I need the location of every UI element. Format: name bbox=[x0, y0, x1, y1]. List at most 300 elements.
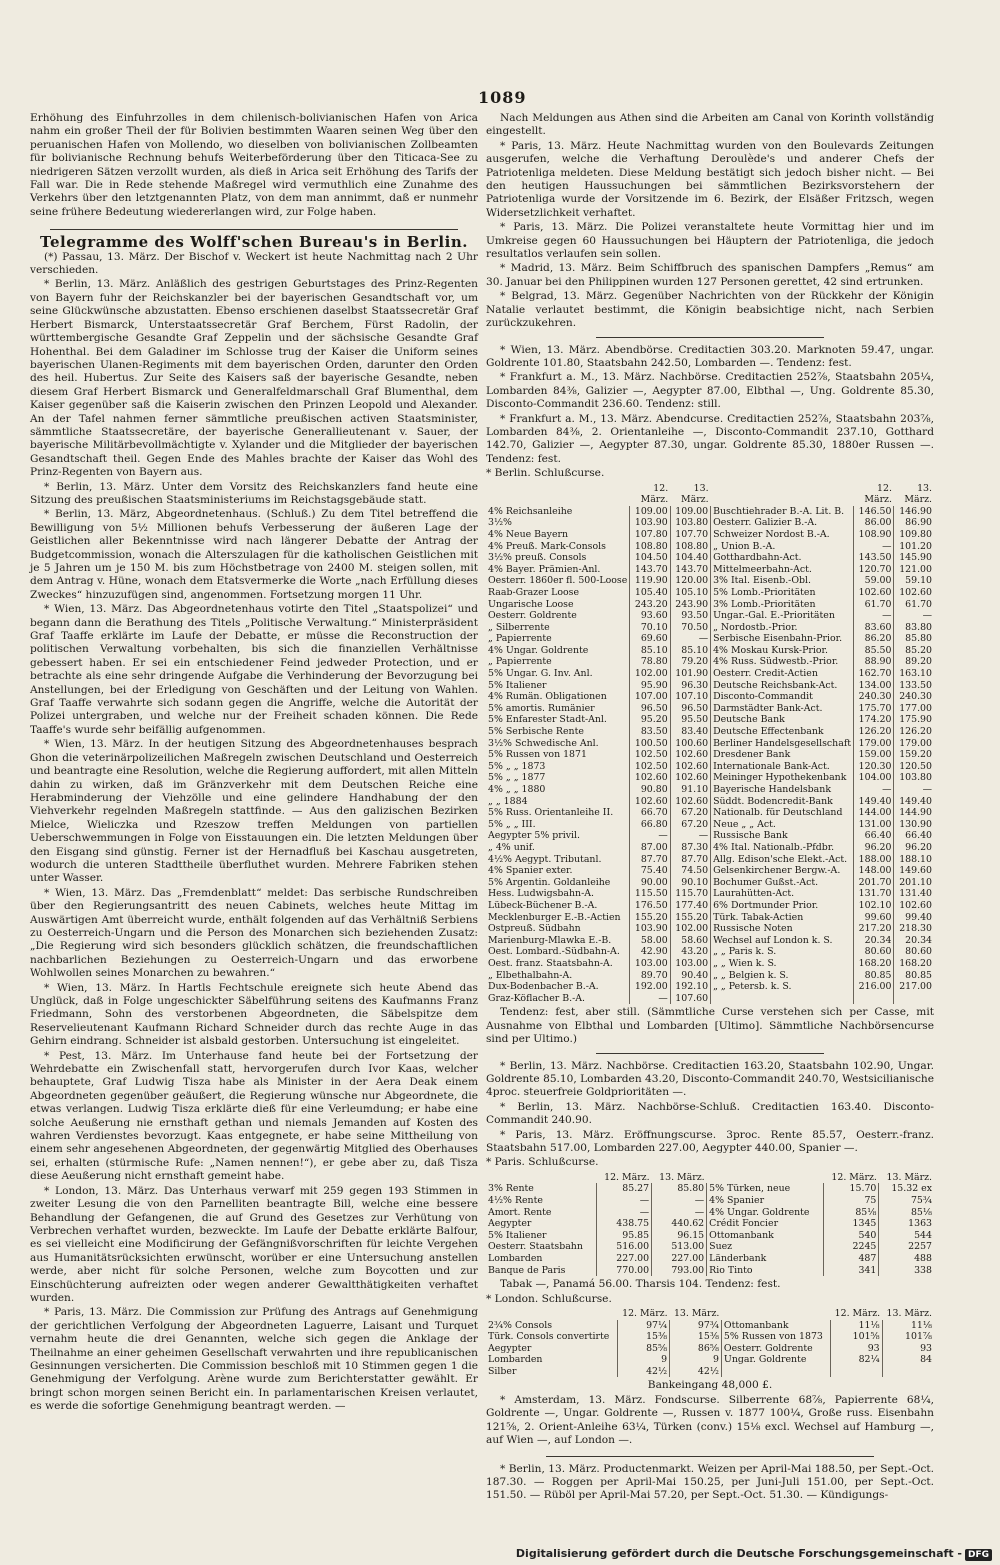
price-cell: 87.30 bbox=[670, 842, 710, 854]
security-name: 5% Italiener bbox=[488, 679, 547, 691]
security-name: 4% Neue Bayern bbox=[488, 528, 569, 540]
security-name: Wechsel auf London k. S. bbox=[711, 935, 854, 947]
price-cell: 58.00 bbox=[630, 935, 670, 947]
price-cell: 103.80 bbox=[670, 517, 710, 529]
price-cell: 105.40 bbox=[630, 587, 670, 599]
security-name: 5% Lomb.-Prioritäten bbox=[711, 587, 854, 599]
price-cell: — bbox=[670, 830, 710, 842]
security-name: 4½% Aegypt. Tributanl. bbox=[488, 853, 602, 865]
security-name: 5% amortis. Rumänier bbox=[488, 702, 595, 714]
table-row bbox=[486, 714, 934, 726]
security-name: 5% Italiener bbox=[488, 1229, 547, 1241]
security-name: 5% Argentin. Goldanleihe bbox=[488, 876, 611, 888]
security-name: Ungarische Loose bbox=[488, 598, 574, 610]
price-cell: 85⅛ bbox=[879, 1207, 934, 1219]
price-cell: 103.80 bbox=[894, 772, 934, 784]
price-cell: 143.50 bbox=[854, 552, 894, 564]
price-cell: 90.40 bbox=[670, 970, 710, 982]
table-row bbox=[486, 1343, 934, 1355]
security-name: 5% Türken, neue bbox=[707, 1183, 824, 1195]
price-cell: 155.20 bbox=[630, 912, 670, 924]
price-cell: 217.20 bbox=[854, 923, 894, 935]
boerse-paragraph: * Frankfurt a. M., 13. März. Nachbörse. Creditactien 252⅞, Staatsbahn 205¼, Lombarden 84⅜, Galizier —, Aegypter 87.00, Elbthal —, Ung. Goldrente 85.30, Disconto-Commandit 236.60. Tendenz: still. bbox=[486, 371, 934, 411]
security-name: Mecklenburger E.-B.-Actien bbox=[488, 911, 621, 923]
telegram-paragraph: * Paris, 13. März. Heute Nachmittag wurden von den Boulevards Zeitungen ausgerufen, welche die Verhaftung Deroulède's und anderer Chefs der Patriotenliga meldeten. Diese Meldung bestätigt sich jedoch bisher nicht. — Bei den heutigen Haussuchungen bei sämmtlichen Bezirksvorstehern der Patriotenliga wurde der Vorsitzende im 6. Bezirk, der Elsäßer Fritzsch, wegen Widersetzlichkeit verhaftet. bbox=[486, 139, 934, 219]
price-cell: 102.10 bbox=[854, 900, 894, 912]
price-cell: 103.90 bbox=[630, 517, 670, 529]
security-name: „ „ Paris k. S. bbox=[711, 946, 854, 958]
security-name: Gelsenkirchener Bergw.-A. bbox=[711, 865, 854, 877]
table-row bbox=[486, 703, 934, 715]
price-cell: — bbox=[652, 1195, 707, 1207]
table-row bbox=[486, 1331, 934, 1343]
price-cell: 192.10 bbox=[670, 981, 710, 993]
price-cell: 101⅝ bbox=[830, 1331, 882, 1343]
price-cell: 96.50 bbox=[670, 703, 710, 715]
price-cell: 95.20 bbox=[630, 714, 670, 726]
price-cell: 42.90 bbox=[630, 946, 670, 958]
column-header bbox=[486, 1308, 618, 1320]
security-name: 4% Moskau Kursk-Prior. bbox=[711, 645, 854, 657]
table-row bbox=[486, 1218, 934, 1230]
price-cell: 155.20 bbox=[670, 912, 710, 924]
telegram-paragraph: * Berlin, 13. März. Anläßlich des gestrigen Geburtstages des Prinz-Regenten von Bayern fuhr der Reichskanzler bei der bayerischen Gesandtschaft vor, um seine Glückwünsche abzustatten. Ebenso erschienen daselbst Staatssecretär Graf Herbert Bismarck, Unterstaatssecretär Graf Berchem, Fürst Radolin, der württembergische Gesandte Graf Zeppelin und der sächsische Gesandte Graf Hohenthal. Bei dem Galadiner im Schlosse trug der Kaiser die Uniform seines bayerischen Ulanen-Regiments mit dem bayerischen Orden, darunter den Orden des heil. Hubertus. Zur Seite des Kaisers saß der bayerische Gesandte, neben diesem Graf Herbert Bismarck und Generalfeldmarschall Graf Blumenthal, dem Kaiser gegenüber saß die Kaiserin zwischen den Prinzen Leopold und Alexander. An der Tafel nahmen ferner sämmtliche preußischen activen Staatsminister, sämmtliche Staatssecretäre, der bayerische Generallieutenant v. Sauer, der bayerische Militärbevollmächtigte v. Xylander und die Mitglieder der bayerischen Gesandtschaft theil. Gegen Ende des Mahles brachte der Kaiser das Wohl des Prinz-Regenten von Bayern aus. bbox=[30, 278, 478, 479]
price-cell: 87.00 bbox=[630, 842, 670, 854]
price-cell: 93.50 bbox=[670, 610, 710, 622]
telegram-paragraph: * Pest, 13. März. Im Unterhause fand heute bei der Fortsetzung der Wehrdebatte ein Zwischenfall statt, hervorgerufen durch Ivor Kaas, welcher behauptete, Graf Ludwig Tisza habe als Minister in der Aera Deak einem Abgeordneten gegenüber geäußert, die Regierung wünsche nur Abgeordnete, die etwas verlangen. Ludwig Tisza erklärte dieß für eine Verleumdung; er habe eine solche Aeußerung nie ernsthaft gethan und niemals Jemanden auf Kosten des wahren Verdienstes bevorzugt. Kaas entgegnete, er habe seine Mittheilung von einem sehr angesehenen Abgeordneten, der gegenwärtig Mitglied des Oberhauses sei, erhalten (stürmische Rufe: „Namen nennen!“), er gebe aber zu, daß Tisza diese Aeußerung nicht ernsthaft gemeint habe. bbox=[30, 1049, 478, 1183]
price-cell: 85.50 bbox=[854, 645, 894, 657]
price-cell: 85⅝ bbox=[618, 1343, 670, 1355]
price-cell: 168.20 bbox=[854, 958, 894, 970]
security-name: 4% Spanier bbox=[707, 1195, 824, 1207]
right-column bbox=[486, 112, 934, 1504]
security-name: 3½% bbox=[488, 517, 512, 529]
price-cell: 143.70 bbox=[670, 564, 710, 576]
column-header: 13. März. bbox=[681, 482, 709, 506]
security-name: Türk. Consols convertirte bbox=[488, 1331, 610, 1343]
price-cell: 80.60 bbox=[894, 946, 934, 958]
column-header: 12. März. bbox=[622, 1307, 668, 1319]
security-name: Raab-Grazer Loose bbox=[488, 586, 580, 598]
price-cell: 93 bbox=[830, 1343, 882, 1355]
price-cell: 115.70 bbox=[670, 888, 710, 900]
intro-paragraph: Erhöhung des Einfuhrzolles in dem chilenisch-bolivianischen Hafen von Arica nahm ein großer Theil der für Bolivien bestimmten Waaren seinen Weg über den peruanischen Hafen von Mollendo, wo dieselben von bolivianischen Zollbeamten für bolivianische Rechnung behufs Weiterbeförderung über den Titicaca-See zu niedrigeren Sätzen verzollt wurden, als dieß in Arica seit Erhöhung des Tarifs der Fall war. Die in Rede stehende Maßregel wird vermuthlich eine Zunahme des Verkehrs über den letztgenannten Platz, von dem man annimmt, daß er nunmehr seine frühere Bedeutung wiedererlangen wird, zur Folge haben. bbox=[30, 112, 478, 218]
security-name: Schweizer Nordost B.-A. bbox=[711, 529, 854, 541]
boerse-paragraph: * Berlin, 13. März. Nachbörse. Creditactien 163.20, Staatsbahn 102.90, Ungar. Goldrente 85.10, Lombarden 43.20, Disconto-Commandit 240.70, Westsicilianische 4proc. steuerfreie Goldprioritäten —. bbox=[486, 1059, 934, 1099]
price-cell: 102.00 bbox=[630, 668, 670, 680]
price-cell: 86.00 bbox=[854, 517, 894, 529]
table-row bbox=[486, 749, 934, 761]
security-name: Meininger Hypothekenbank bbox=[711, 772, 854, 784]
price-cell: 96.20 bbox=[894, 842, 934, 854]
price-cell: 85⅛ bbox=[824, 1207, 879, 1219]
table-row bbox=[486, 1195, 934, 1207]
table-row bbox=[486, 761, 934, 773]
security-name: „ Papierrente bbox=[488, 656, 552, 668]
price-cell: 58.60 bbox=[670, 935, 710, 947]
boerse-paragraph: * Paris, 13. März. Eröffnungscurse. 3proc. Rente 85.57, Oesterr.-franz. Staatsbahn 517.00, Lombarden 227.00, Aegypter 440.00, Spanier —. bbox=[486, 1128, 934, 1154]
price-cell: 175.70 bbox=[854, 703, 894, 715]
security-name: Russische Noten bbox=[711, 923, 854, 935]
security-name: 4½% Rente bbox=[488, 1194, 543, 1206]
price-cell: 85.10 bbox=[670, 645, 710, 657]
security-name: Länderbank bbox=[707, 1253, 824, 1265]
price-cell: 217.00 bbox=[894, 981, 934, 993]
price-cell: 192.00 bbox=[630, 981, 670, 993]
price-cell: 544 bbox=[879, 1230, 934, 1242]
security-name: Rio Tinto bbox=[707, 1265, 824, 1277]
price-cell: 144.00 bbox=[854, 807, 894, 819]
column-header: 12. März. bbox=[831, 1171, 877, 1183]
table-row bbox=[486, 946, 934, 958]
security-name: Russische Bank bbox=[711, 830, 854, 842]
security-name: Oesterr. Credit-Actien bbox=[711, 668, 854, 680]
security-name: 5% „ „ 1873 bbox=[488, 760, 546, 772]
price-cell: 133.50 bbox=[894, 680, 934, 692]
price-cell: 440.62 bbox=[652, 1218, 707, 1230]
security-name bbox=[721, 1366, 830, 1378]
price-cell: 201.10 bbox=[894, 877, 934, 889]
price-cell: 146.50 bbox=[854, 506, 894, 518]
price-cell: 59.10 bbox=[894, 575, 934, 587]
price-cell: 120.50 bbox=[894, 761, 934, 773]
security-name: Banque de Paris bbox=[488, 1264, 566, 1276]
security-name: Ottomanbank bbox=[721, 1320, 830, 1332]
security-name: 4% Ital. Nationalb.-Pfdbr. bbox=[711, 842, 854, 854]
table-row bbox=[486, 599, 934, 611]
price-cell: 61.70 bbox=[894, 599, 934, 611]
price-cell: — bbox=[670, 633, 710, 645]
price-cell: 120.30 bbox=[854, 761, 894, 773]
price-cell: 176.50 bbox=[630, 900, 670, 912]
price-cell: 149.40 bbox=[854, 796, 894, 808]
price-cell: 75¾ bbox=[879, 1195, 934, 1207]
security-name: Deutsche Effectenbank bbox=[711, 726, 854, 738]
after-reports bbox=[486, 1060, 934, 1156]
security-name: 4% Ungar. Goldrente bbox=[707, 1207, 824, 1219]
price-cell: 75 bbox=[824, 1195, 879, 1207]
price-cell: — bbox=[894, 610, 934, 622]
price-cell: 96.20 bbox=[854, 842, 894, 854]
security-name: 4% Ungar. Goldrente bbox=[488, 644, 589, 656]
security-name: 4% Reichsanleihe bbox=[488, 505, 573, 517]
security-name: „ Elbethalbahn-A. bbox=[488, 969, 573, 981]
price-cell: 85.80 bbox=[652, 1183, 707, 1195]
price-cell: 15.70 bbox=[824, 1183, 879, 1195]
security-name: Ottomanbank bbox=[707, 1230, 824, 1242]
telegram-paragraph: * Wien, 13. März. Das „Fremdenblatt“ meldet: Das serbische Rundschreiben über den Regierungsantritt des neuen Cabinets, welches heute Mittag im Auswärtigen Amt überreicht wurde, enthält folgenden auf das Verhältniß Serbiens zu Oesterreich-Ungarn und die Person des Monarchen sich beziehenden Zusatz: „Die Regierung wird sich besonders glücklich schätzen, die freundschaftlichen nachbarlichen Beziehungen zu Oesterreich-Ungarn und das erworbene Wohlwollen seines Monarchen zu bewahren.“ bbox=[30, 886, 478, 980]
price-cell: 1345 bbox=[824, 1218, 879, 1230]
price-cell: 74.50 bbox=[670, 865, 710, 877]
paris-title: * Paris. Schlußcurse. bbox=[486, 1156, 599, 1169]
price-cell: 43.20 bbox=[670, 946, 710, 958]
price-cell: 80.85 bbox=[894, 970, 934, 982]
telegram-paragraph: * Madrid, 13. März. Beim Schiffbruch des spanischen Dampfers „Remus“ am 30. Januar bei den Philippinen wurden 127 Personen gerettet, 42 sind ertrunken. bbox=[486, 262, 934, 288]
price-cell: 85.27 bbox=[597, 1183, 652, 1195]
column-header: 12. März. bbox=[640, 482, 669, 506]
table-row bbox=[486, 564, 934, 576]
security-name: 4% „ „ 1880 bbox=[488, 784, 546, 795]
price-cell bbox=[830, 1366, 882, 1378]
section-heading: Telegramme des Wolff'schen Bureau's in Berlin. bbox=[40, 233, 468, 252]
telegram-paragraph: * Wien, 13. März. In Hartls Fechtschule ereignete sich heute Abend das Unglück, daß in Folge ungeschickter Säbelführung seitens des Kaufmanns Franz Friedmann, Sohn des verstorbenen Abgeordneten, die Säbelspitze dem Reservelieutenant Kaufmann Richard Schneider durch das rechte Auge in das Gehirn eindrang. Schneider ist alsbald gestorben. Untersuchung ist eingeleitet. bbox=[30, 981, 478, 1048]
security-name: Deutsche Bank bbox=[711, 714, 854, 726]
price-cell: 2245 bbox=[824, 1241, 879, 1253]
table-row bbox=[486, 981, 934, 993]
security-name: Serbische Eisenbahn-Prior. bbox=[711, 633, 854, 645]
price-cell: 15⅜ bbox=[618, 1331, 670, 1343]
price-cell: 108.80 bbox=[670, 541, 710, 553]
security-name bbox=[711, 993, 854, 1005]
price-cell: 179.00 bbox=[894, 738, 934, 750]
security-name: Marienburg-Mlawka E.-B. bbox=[488, 934, 612, 946]
price-cell: 79.20 bbox=[670, 656, 710, 668]
table-row bbox=[486, 680, 934, 692]
price-cell: 131.40 bbox=[894, 888, 934, 900]
table-row bbox=[486, 1354, 934, 1366]
price-cell: 20.34 bbox=[854, 935, 894, 947]
security-name: Crédit Foncier bbox=[707, 1218, 824, 1230]
table-row bbox=[486, 1320, 934, 1332]
table-row bbox=[486, 970, 934, 982]
security-name: Buschtiehrader B.-A. Lit. B. bbox=[711, 506, 854, 518]
security-name: 5% Russen von 1871 bbox=[488, 749, 587, 761]
boerse-paragraph: * Frankfurt a. M., 13. März. Abendcurse. Creditactien 252⅞, Staatsbahn 203⅞, Lombarden 84⅜, 2. Orientanleihe —, Disconto-Commandit 237.10, Gotthard 142.70, Galizier —, Aegypter 87.30, ungar. Goldrente 85.30, 1880er Russen —. Tendenz: fest. bbox=[486, 412, 934, 465]
table-row bbox=[486, 506, 934, 518]
price-cell: 95.90 bbox=[630, 680, 670, 692]
telegram-paragraph: * Wien, 13. März. Das Abgeordnetenhaus votirte den Titel „Staatspolizei“ und begann dann die Berathung des Titels „Politische Verwaltung.“ Ministerpräsident Graf Taaffe erklärte im Laufe der Debatte, er müsse die Reconstruction der politischen Verwaltung vorbehalten, bis sich die finanziellen Verhältnisse gebessert haben. Er sei ein entschiedener Feind jedweder Protection, und er betrachte als eine sehr dringende Aufgabe die Verhinderung der Bevorzugung bei Anstellungen, bei der Erledigung von Geschäften und der Leitung von Wahlen. Graf Taaffe verwahrte sich sodann gegen die Angriffe, welche die Autorität der Polizei untergraben, und welche nur der Freiheit schaden können. Die Rede Taaffe's wurde sehr beifällig aufgenommen. bbox=[30, 603, 478, 736]
table-header-row bbox=[486, 1172, 934, 1184]
table-row bbox=[486, 552, 934, 564]
table-header-row bbox=[486, 483, 934, 506]
price-cell: 487 bbox=[824, 1253, 879, 1265]
security-name: Ungar.-Gal. E.-Prioritäten bbox=[711, 610, 854, 622]
paris-note: Tabak —, Panamá 56.00. Tharsis 104. Tendenz: fest. bbox=[500, 1278, 781, 1291]
divider bbox=[596, 337, 824, 338]
dfg-logo-icon: DFG bbox=[965, 1549, 992, 1561]
price-cell: 66.40 bbox=[894, 830, 934, 842]
divider bbox=[50, 229, 458, 230]
price-cell: 109.00 bbox=[670, 506, 710, 518]
price-cell: 102.60 bbox=[894, 587, 934, 599]
price-cell: 70.50 bbox=[670, 622, 710, 634]
security-name: Oesterr. Staatsbahn bbox=[488, 1241, 583, 1253]
security-name: Nationalb. für Deutschland bbox=[711, 807, 854, 819]
security-name: Türk. Tabak-Actien bbox=[711, 912, 854, 924]
security-name: Hess. Ludwigsbahn-A. bbox=[488, 888, 594, 900]
price-cell: 120.70 bbox=[854, 564, 894, 576]
security-name: 5% Serbische Rente bbox=[488, 726, 584, 738]
telegram-paragraph: * Paris, 13. März. Die Commission zur Prüfung des Antrags auf Genehmigung der gerichtlichen Verfolgung der Abgeordneten Laguerre, Laisant und Turquet vernahm heute die drei Genannten, welche sich gegen die Anklage der Theilnahme an einer geheimen Gesellschaft verwahrten und ihre republicanischen Gesinnungen versicherten. Die Commission beschloß mit 10 Stimmen gegen 1 die Genehmigung der Verfolgung. Arène wurde zum Berichterstatter gewählt. Er bringt schon morgen seinen Bericht ein. In parlamentarischen Kreisen verlautet, es werde die sofortige Genehmigung beantragt werden. — bbox=[30, 1306, 478, 1413]
table-row bbox=[486, 656, 934, 668]
table-row bbox=[486, 819, 934, 831]
price-cell bbox=[854, 993, 894, 1005]
price-cell: 93 bbox=[882, 1343, 934, 1355]
price-cell: 85.20 bbox=[894, 645, 934, 657]
security-name: „ Union B.-A. bbox=[711, 541, 854, 553]
table-row bbox=[486, 830, 934, 842]
price-cell: 149.40 bbox=[894, 796, 934, 808]
security-name: Amort. Rente bbox=[488, 1206, 552, 1218]
price-cell: 240.30 bbox=[854, 691, 894, 703]
price-cell: 188.00 bbox=[854, 854, 894, 866]
price-cell: 90.80 bbox=[630, 784, 670, 796]
price-cell: 66.80 bbox=[630, 819, 670, 831]
price-cell: 109.00 bbox=[630, 506, 670, 518]
table-row bbox=[486, 923, 934, 935]
security-name: 5% Russen von 1873 bbox=[721, 1331, 830, 1343]
security-name: Laurahütten-Act. bbox=[711, 888, 854, 900]
security-name: Aegypter bbox=[488, 1342, 532, 1354]
price-cell: 216.00 bbox=[854, 981, 894, 993]
security-name: Oest. franz. Staatsbahn-A. bbox=[488, 957, 613, 969]
price-cell: 85.10 bbox=[630, 645, 670, 657]
security-name: Silber bbox=[488, 1365, 517, 1377]
price-cell: 87.70 bbox=[630, 854, 670, 866]
column-header: 12. März. bbox=[864, 482, 892, 506]
price-cell: 82¼ bbox=[830, 1354, 882, 1366]
security-name: Neue „ „ Act. bbox=[711, 819, 854, 831]
price-cell: 516.00 bbox=[597, 1241, 652, 1253]
price-cell: 97¾ bbox=[670, 1320, 722, 1332]
price-cell: 90.00 bbox=[630, 877, 670, 889]
telegram-paragraph: * London, 13. März. Das Unterhaus verwarf mit 259 gegen 193 Stimmen in zweiter Lesung die von den Parnelliten beantragte Bill, welche eine bessere Behandlung der Gefangenen, die auf Grund des Gesetzes zur Verhütung von Verbrechen verhaftet wurden, bezweckte. Im Laufe der Debatte erklärte Balfour, es sei vielleicht eine Modificirung der Gefängnißvorschriften für leichte Vergehen aus Humanitätsrücksichten erwünscht, worüber er eine Untersuchung anstellen werde, aber nicht für solche Personen, welche zum Boycotten und zur Einschüchterung aufreizten oder wegen anderer Gewaltthätigkeiten verhaftet wurden. bbox=[30, 1184, 478, 1304]
table-row bbox=[486, 900, 934, 912]
boerse-paragraph: * Wien, 13. März. Abendbörse. Creditactien 303.20. Marknoten 59.47, ungar. Goldrente 101.80, Staatsbahn 242.50, Lombarden —. Tendenz: fest. bbox=[486, 343, 934, 369]
table-row bbox=[486, 726, 934, 738]
security-name: 2¾% Consols bbox=[488, 1319, 553, 1331]
table-row bbox=[486, 587, 934, 599]
security-name: „ „ Belgien k. S. bbox=[711, 970, 854, 982]
table-row bbox=[486, 1265, 934, 1277]
column-header: 13. März. bbox=[886, 1171, 932, 1183]
price-cell: 95.85 bbox=[597, 1230, 652, 1242]
security-name: 3½% Schwedische Anl. bbox=[488, 737, 599, 749]
telegram-paragraph: * Wien, 13. März. In der heutigen Sitzung des Abgeordnetenhauses besprach Ghon die veterinärpolizeilichen Maßregeln zwischen Deutschland und Oesterreich und beantragte eine Resolution, welche die Regierung auffordert, mit allen Mitteln dahin zu wirken, daß im Gränzverkehr mit dem Deutschen Reiche eine Herabminderung der Viehzölle und eine gelindere Handhabung der den Viehverkehr regelnden Maßregeln stattfinde. — Aus den galizischen Bezirken Mielce, Wieliczka und Rzeszow treffen Meldungen von partiellen Ueberschwemmungen in Folge von Eisstauungen ein. Die letzten Meldungen über den Eisgang sind günstig. Ferner ist der Hernadfluß bei Kaschau ausgetreten, wodurch die unteren Stadttheile überfluthet wurden. Mehrere Fabriken stehen unter Wasser. bbox=[30, 738, 478, 885]
price-cell: 163.10 bbox=[894, 668, 934, 680]
price-cell: 107.60 bbox=[670, 993, 710, 1005]
telegram-paragraph: (*) Passau, 13. März. Der Bischof v. Weckert ist heute Nachmittag nach 2 Uhr verschieden. bbox=[30, 250, 478, 277]
column-header: 13. März. bbox=[673, 1307, 720, 1319]
security-name: 4% Rumän. Obligationen bbox=[488, 691, 607, 703]
price-cell: 20.34 bbox=[894, 935, 934, 947]
table-row bbox=[486, 912, 934, 924]
telegram-list-right bbox=[486, 112, 934, 331]
table-row bbox=[486, 854, 934, 866]
column-header bbox=[486, 1172, 597, 1184]
price-cell: — bbox=[597, 1207, 652, 1219]
column-header bbox=[486, 483, 630, 506]
table-row bbox=[486, 610, 934, 622]
price-cell: 101⅞ bbox=[882, 1331, 934, 1343]
security-name: 5% Enfarester Stadt-Anl. bbox=[488, 714, 607, 726]
security-name: 4% Preuß. Mark-Consols bbox=[488, 540, 606, 552]
table-row bbox=[486, 1207, 934, 1219]
price-cell: — bbox=[597, 1195, 652, 1207]
price-cell: 83.50 bbox=[630, 726, 670, 738]
table-row bbox=[486, 877, 934, 889]
price-cell: 66.70 bbox=[630, 807, 670, 819]
price-cell: 438.75 bbox=[597, 1218, 652, 1230]
price-cell: 201.70 bbox=[854, 877, 894, 889]
price-cell: 105.10 bbox=[670, 587, 710, 599]
price-cell: 126.20 bbox=[854, 726, 894, 738]
column-header: 13. März. bbox=[904, 482, 932, 506]
table-row bbox=[486, 1253, 934, 1265]
security-name: 5% „ „ 1877 bbox=[488, 772, 546, 784]
price-cell: — bbox=[630, 830, 670, 842]
security-name: Oesterr. Galizier B.-A. bbox=[711, 517, 854, 529]
price-cell: 107.00 bbox=[630, 691, 670, 703]
price-cell: 104.00 bbox=[854, 772, 894, 784]
telegram-list bbox=[30, 251, 478, 1414]
price-cell: 61.70 bbox=[854, 599, 894, 611]
table-row bbox=[486, 865, 934, 877]
security-name: Internationale Bank-Act. bbox=[711, 761, 854, 773]
price-cell: 513.00 bbox=[652, 1241, 707, 1253]
column-header: 13. März. bbox=[886, 1307, 932, 1319]
price-cell: 11⅛ bbox=[830, 1320, 882, 1332]
security-name: 5% Ungar. G. Inv. Anl. bbox=[488, 668, 593, 680]
price-cell: 70.10 bbox=[630, 622, 670, 634]
price-cell: 87.70 bbox=[670, 854, 710, 866]
price-cell: 131.00 bbox=[854, 819, 894, 831]
security-name: Bayerische Handelsbank bbox=[711, 784, 854, 796]
table-row bbox=[486, 784, 934, 796]
security-name: 4% Spanier exter. bbox=[488, 865, 573, 877]
security-name: Darmstädter Bank-Act. bbox=[711, 703, 854, 715]
price-cell: 2257 bbox=[879, 1241, 934, 1253]
price-cell: 66.40 bbox=[854, 830, 894, 842]
security-name: Suez bbox=[707, 1241, 824, 1253]
price-cell: 243.90 bbox=[670, 599, 710, 611]
berlin-price-table bbox=[486, 483, 934, 1005]
price-cell: 84 bbox=[882, 1354, 934, 1366]
price-cell: 188.10 bbox=[894, 854, 934, 866]
producten-report: * Berlin, 13. März. Productenmarkt. Weizen per April-Mai 188.50, per Sept.-Oct. 187.30. — Roggen per April-Mai 150.25, per Juni-Juli 151.00, per Sept.-Oct. 151.50. — Rüböl per April-Mai 57.20, per Sept.-Oct. 51.30. — Kündigungs- bbox=[486, 1462, 934, 1502]
price-cell: 67.20 bbox=[670, 807, 710, 819]
price-cell: 96.30 bbox=[670, 680, 710, 692]
price-cell: 95.50 bbox=[670, 714, 710, 726]
security-name: 5% „ „ III. bbox=[488, 818, 536, 830]
security-name: Oest. Lombard.-Südbahn-A. bbox=[488, 946, 620, 958]
price-cell: 15⅜ bbox=[670, 1331, 722, 1343]
price-cell: 102.50 bbox=[630, 749, 670, 761]
security-name: Ostpreuß. Südbahn bbox=[488, 923, 581, 935]
column-header bbox=[721, 1308, 830, 1320]
column-header: 13. März. bbox=[659, 1171, 705, 1183]
security-name: 4% Russ. Südwestb.-Prior. bbox=[711, 656, 854, 668]
security-name: 5% Russ. Orientanleihe II. bbox=[488, 807, 614, 819]
price-cell: 83.40 bbox=[670, 726, 710, 738]
price-cell: 107.80 bbox=[630, 529, 670, 541]
price-cell: 78.80 bbox=[630, 656, 670, 668]
price-cell: 146.90 bbox=[894, 506, 934, 518]
price-cell: 93.60 bbox=[630, 610, 670, 622]
price-cell: 80.85 bbox=[854, 970, 894, 982]
security-name: Bochumer Gußst.-Act. bbox=[711, 877, 854, 889]
price-cell bbox=[882, 1366, 934, 1378]
price-cell: 488 bbox=[879, 1253, 934, 1265]
price-cell: 148.00 bbox=[854, 865, 894, 877]
price-cell: 175.90 bbox=[894, 714, 934, 726]
price-cell: 90.10 bbox=[670, 877, 710, 889]
table-row bbox=[486, 842, 934, 854]
security-name: Oesterr. Goldrente bbox=[721, 1343, 830, 1355]
security-name: Allg. Edison'sche Elekt.-Act. bbox=[711, 854, 854, 866]
table-row bbox=[486, 993, 934, 1005]
price-cell: 99.40 bbox=[894, 912, 934, 924]
